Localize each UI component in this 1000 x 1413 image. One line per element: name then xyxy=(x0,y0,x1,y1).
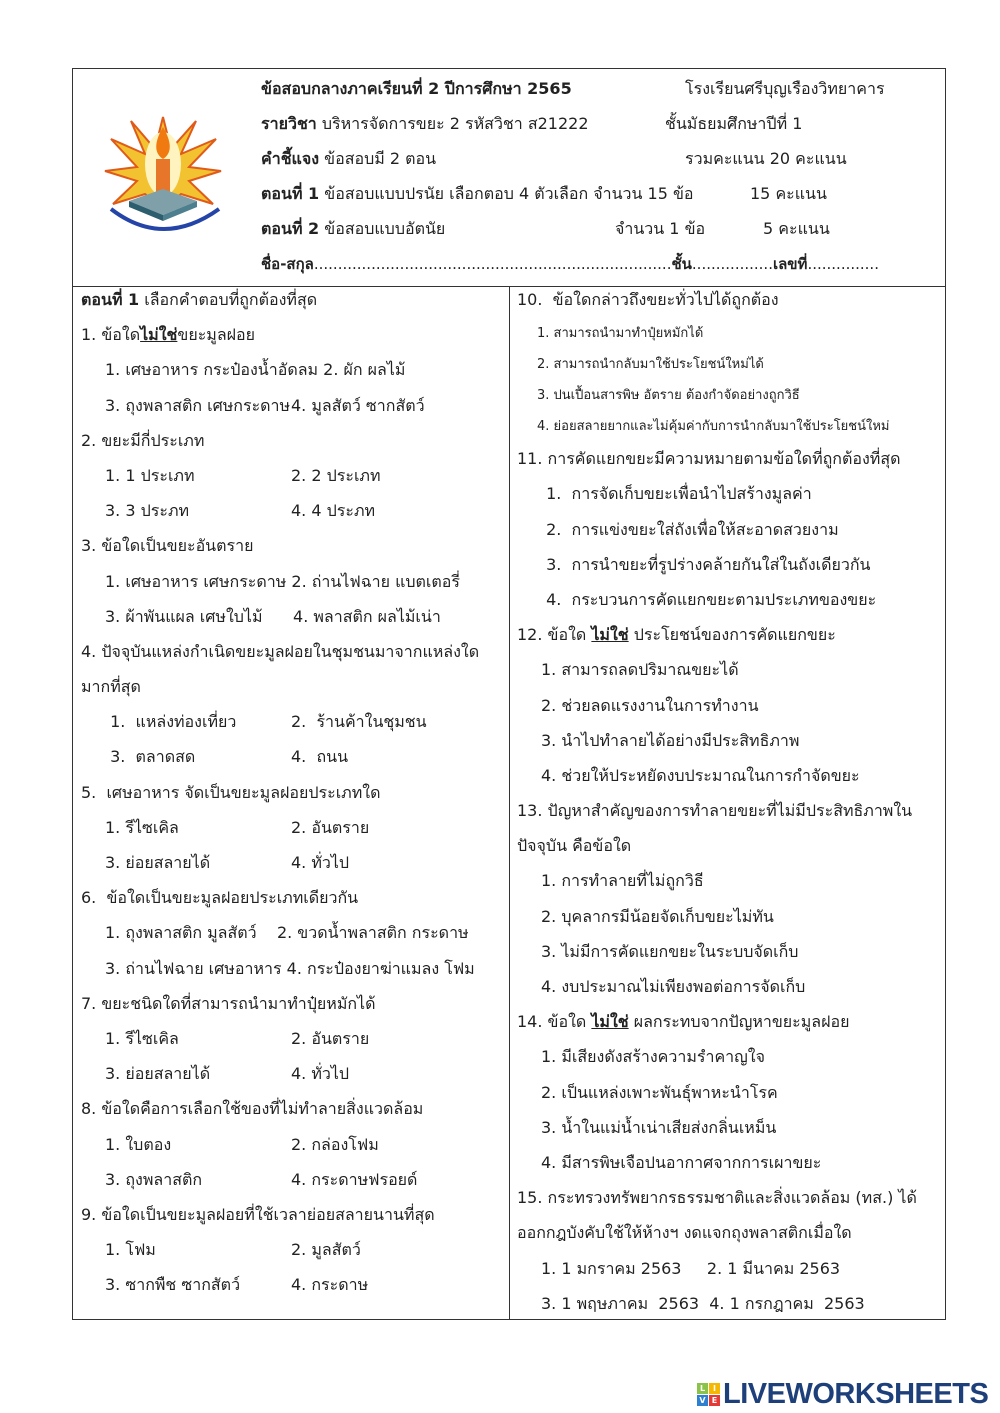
line-text: 14. ข้อใด xyxy=(517,1012,592,1032)
option-line[interactable] xyxy=(509,656,946,691)
option-line[interactable] xyxy=(509,903,946,938)
line-text: 3. 1 พฤษภาคม 2563 4. 1 กรกฎาคม 2563 xyxy=(541,1293,865,1313)
line-text: ออกกฎบังคับใช้ให้ห้างฯ งดแจกถุงพลาสติกเมื่อใด xyxy=(517,1223,852,1243)
line-text: 4. ปัจจุบันแหล่งกำเนิดขยะมูลฝอยในชุมชนมาจากแหล่งใด xyxy=(81,641,480,661)
option-line[interactable] xyxy=(509,727,946,762)
line-text: 1. 1 มกราคม 2563 2. 1 มีนาคม 2563 xyxy=(541,1258,841,1278)
line-text: 3. ย่อยสลายได้ xyxy=(105,853,211,872)
option-second: 2. ร้านค้าในชุมชน xyxy=(291,712,427,732)
option-line[interactable] xyxy=(73,568,509,603)
option-line[interactable] xyxy=(73,462,509,497)
school-logo xyxy=(101,109,226,239)
line-text: 3. ผ้าพันแผล เศษใบไม้ 4. พลาสติก ผลไม้เน่า xyxy=(105,606,441,626)
option-line[interactable] xyxy=(509,1043,946,1078)
part1-line: ตอนที่ 1 ข้อสอบแบบปรนัย เลือกตอบ 4 ตัวเลือก จำนวน 15 ข้อ xyxy=(261,184,694,203)
name-field[interactable]: ........................................................................... xyxy=(313,255,672,273)
line-text: 1. ข้อใด xyxy=(81,325,141,345)
liveworksheets-logo xyxy=(697,1378,988,1411)
right-column xyxy=(509,286,946,1319)
underlined-word: ไม่ใช่ xyxy=(591,625,629,645)
line-text: ปัจจุบัน คือข้อใด xyxy=(517,836,632,856)
question-line xyxy=(73,1095,509,1130)
part-label: ตอนที่ 1 xyxy=(81,290,140,309)
cube-letter: I xyxy=(709,1383,720,1394)
question-line xyxy=(73,638,509,673)
option-line[interactable] xyxy=(509,383,946,414)
cube-letter: L xyxy=(697,1383,708,1394)
part2-count: จำนวน 1 ข้อ xyxy=(615,219,706,238)
option-line[interactable] xyxy=(73,1060,509,1095)
option-second: 4. มูลสัตว์ ซากสัตว์ xyxy=(291,395,425,415)
line-text: 3. ถุงพลาสติก เศษกระดาษ xyxy=(105,395,291,415)
line-text: 11. การคัดแยกขยะมีความหมายตามข้อใดที่ถูกต้องที่สุด xyxy=(517,449,901,469)
line-text-continued: ประโยชน์ของการคัดแยกขยะ xyxy=(628,625,836,645)
question-line xyxy=(509,1184,946,1219)
line-text: 2. บุคลากรมีน้อยจัดเก็บขยะไม่ทัน xyxy=(541,906,774,926)
option-line[interactable] xyxy=(73,919,509,954)
line-text: 3. ข้อใดเป็นขยะอันตราย xyxy=(81,536,254,556)
line-text: 4. กระบวนการคัดแยกขยะตามประเภทของขยะ xyxy=(541,589,877,609)
question-line xyxy=(509,1219,946,1254)
line-text: 1. มีเสียงดังสร้างความรำคาญใจ xyxy=(541,1047,765,1067)
student-info-line: ชื่อ-สกุล...........................................................................ชั้น.................เลขที่............... xyxy=(261,255,879,273)
line-text: 4. มีสารพิษเจือปนอากาศจากการเผาขยะ xyxy=(541,1152,822,1172)
line-text: 4. ช่วยให้ประหยัดงบประมาณในการกำจัดขยะ xyxy=(541,765,860,785)
option-second: 2. อันตราย xyxy=(291,1028,370,1048)
line-text: 3. ย่อยสลายได้ xyxy=(105,1064,211,1084)
line-text: 5. เศษอาหาร จัดเป็นขยะมูลฝอยประเภทใด xyxy=(81,782,381,802)
underlined-word: ไม่ใช่ xyxy=(591,1012,629,1032)
option-line[interactable] xyxy=(73,1166,509,1201)
grade-level: ชั้นมัธยมศึกษาปีที่ 1 xyxy=(665,114,803,133)
option-line[interactable] xyxy=(73,603,509,638)
line-text: 1. สามารถนำมาทำปุ๋ยหมักได้ xyxy=(537,326,704,342)
line-text: 8. ข้อใดคือการเลือกใช้ของที่ไม่ทำลายสิ่งแวดล้อม xyxy=(81,1099,424,1119)
line-text: 7. ขยะชนิดใดที่สามารถนำมาทำปุ๋ยหมักได้ xyxy=(81,993,376,1013)
line-text: 2. เป็นแหล่งเพาะพันธุ์พาหะนำโรค xyxy=(541,1082,778,1102)
line-text: 9. ข้อใดเป็นขยะมูลฝอยที่ใช้เวลาย่อยสลายนานที่สุด xyxy=(81,1204,435,1224)
line-text: 1. โฟม xyxy=(105,1240,156,1260)
question-line xyxy=(73,286,509,321)
line-text: เลือกคำตอบที่ถูกต้องที่สุด xyxy=(139,290,318,309)
question-line xyxy=(509,621,946,656)
option-second: 2. อันตราย xyxy=(291,817,370,837)
question-line xyxy=(73,884,509,919)
line-text: 1. รีไซเคิล xyxy=(105,1028,179,1048)
question-line xyxy=(509,797,946,832)
option-line[interactable] xyxy=(509,516,946,551)
line-text-continued: ผลกระทบจากปัญหาขยะมูลฝอย xyxy=(628,1012,850,1032)
line-text: มากที่สุด xyxy=(81,677,141,697)
option-line[interactable] xyxy=(509,551,946,586)
question-line xyxy=(73,990,509,1025)
brand-name: LIVEWORKSHEETS xyxy=(723,1378,989,1410)
exam-header xyxy=(73,69,945,287)
option-line[interactable] xyxy=(509,1149,946,1184)
option-line[interactable] xyxy=(73,356,509,391)
line-text: 12. ข้อใด xyxy=(517,625,592,645)
option-line[interactable] xyxy=(509,586,946,621)
line-text: 2. การแข่งขยะใส่ถังเพื่อให้สะอาดสวยงาม xyxy=(541,519,839,539)
option-line[interactable] xyxy=(509,480,946,515)
left-column xyxy=(73,286,510,1319)
question-line xyxy=(509,832,946,867)
line-text: 1. 1 ประเภท xyxy=(105,465,195,485)
line-text: 3. ไม่มีการคัดแยกขยะในระบบจัดเก็บ xyxy=(541,941,799,961)
line-text: 3. นำไปทำลายได้อย่างมีประสิทธิภาพ xyxy=(541,730,800,750)
option-line[interactable] xyxy=(509,321,946,352)
line-text: 1. เศษอาหาร กระป๋องน้ำอัดลม 2. ผัก ผลไม้ xyxy=(105,360,406,380)
option-line[interactable] xyxy=(73,1131,509,1166)
question-line xyxy=(73,321,509,356)
option-second: 4. ถนน xyxy=(291,747,348,767)
option-line[interactable] xyxy=(509,1114,946,1149)
option-line[interactable] xyxy=(73,497,509,532)
option-line[interactable] xyxy=(509,1290,946,1325)
option-second: 2. กล่องโฟม xyxy=(291,1134,379,1154)
question-line xyxy=(509,1008,946,1043)
line-text: 1. สามารถลดปริมาณขยะได้ xyxy=(541,660,739,680)
option-second: 4. ทั่วไป xyxy=(291,853,350,872)
option-line[interactable] xyxy=(509,867,946,902)
line-text: 1. การจัดเก็บขยะเพื่อนำไปสร้างมูลค่า xyxy=(541,484,812,504)
option-line[interactable] xyxy=(509,692,946,727)
option-second: 4. ทั่วไป xyxy=(291,1064,350,1084)
line-text: 3. การนำขยะที่รูปร่างคล้ายกันใส่ในถังเดียวกัน xyxy=(541,554,871,574)
line-text: 3. น้ำในแม่น้ำเน่าเสียส่งกลิ่นเหม็น xyxy=(541,1117,777,1137)
line-text: 2. สามารถนำกลับมาใช้ประโยชน์ใหม่ได้ xyxy=(537,357,764,373)
underlined-word: ไม่ใช่ xyxy=(140,325,178,345)
line-text: 13. ปัญหาสำคัญของการทำลายขยะที่ไม่มีประสิทธิภาพใน xyxy=(517,801,913,821)
subject-line: รายวิชา บริหารจัดการขยะ 2 รหัสวิชา ส21222 xyxy=(261,114,589,133)
option-line[interactable] xyxy=(509,973,946,1008)
option-line[interactable] xyxy=(509,352,946,383)
question-line xyxy=(73,673,509,708)
exam-title: ข้อสอบกลางภาคเรียนที่ 2 ปีการศึกษา 2565 xyxy=(261,79,572,98)
line-text: 4. งบประมาณไม่เพียงพอต่อการจัดเก็บ xyxy=(541,977,806,996)
cube-letter: E xyxy=(709,1395,720,1406)
exam-sheet xyxy=(72,68,946,1320)
question-line xyxy=(509,445,946,480)
option-second: 2. 2 ประเภท xyxy=(291,465,381,485)
option-line[interactable] xyxy=(73,743,509,778)
option-line[interactable] xyxy=(73,814,509,849)
instruction-line: คำชี้แจง ข้อสอบมี 2 ตอน xyxy=(261,149,437,168)
line-text: 1. รีไซเคิล xyxy=(105,817,179,837)
option-line[interactable] xyxy=(73,1025,509,1060)
part2-line: ตอนที่ 2 ข้อสอบแบบอัตนัย xyxy=(261,219,446,238)
line-text-continued: ขยะมูลฝอย xyxy=(177,325,255,345)
line-text: 3. ปนเปื้อนสารพิษ อัตราย ต้องกำจัดอย่างถูกวิธี xyxy=(537,388,800,404)
line-text: 3. ซากพืช ซากสัตว์ xyxy=(105,1275,241,1295)
live-cube-icon xyxy=(697,1383,720,1406)
option-line[interactable] xyxy=(509,1255,946,1290)
option-second: 2. มูลสัตว์ xyxy=(291,1240,361,1260)
line-text: 1. ถุงพลาสติก มูลสัตว์ 2. ขวดน้ำพลาสติก กระดาษ xyxy=(105,923,469,943)
line-text: 4. ย่อยสลายยากและไม่คุ้มค่ากับการนำกลับมาใช้ประโยชน์ใหม่ xyxy=(537,419,890,435)
question-line xyxy=(73,1201,509,1236)
line-text: 1. ใบตอง xyxy=(105,1134,172,1154)
line-text: 15. กระทรวงทรัพยากรธรรมชาติและสิ่งแวดล้อม (ทส.) ได้ xyxy=(517,1188,917,1208)
question-line xyxy=(73,532,509,567)
line-text: 6. ข้อใดเป็นขยะมูลฝอยประเภทเดียวกัน xyxy=(81,888,359,908)
line-text: 3. ถ่านไฟฉาย เศษอาหาร 4. กระป๋องยาฆ่าแมลง โฟม xyxy=(105,958,475,978)
number-field[interactable]: ............... xyxy=(807,255,879,273)
option-line[interactable] xyxy=(73,1236,509,1271)
option-line[interactable] xyxy=(73,1271,509,1306)
line-text: 2. ช่วยลดแรงงานในการทำงาน xyxy=(541,695,759,715)
total-score: รวมคะแนน 20 คะแนน xyxy=(685,149,847,168)
line-text: 2. ขยะมีกี่ประเภท xyxy=(81,430,205,450)
question-line xyxy=(73,427,509,462)
cube-letter: V xyxy=(697,1395,708,1406)
school-name: โรงเรียนศรีบุญเรืองวิทยาคาร xyxy=(685,79,885,98)
class-field[interactable]: ................. xyxy=(691,255,773,273)
option-second: 4. กระดาษ xyxy=(291,1275,369,1295)
line-text: 3. 3 ประภท xyxy=(105,501,190,521)
line-text: 1. เศษอาหาร เศษกระดาษ 2. ถ่านไฟฉาย แบตเตอรี่ xyxy=(105,571,460,591)
option-line[interactable] xyxy=(509,414,946,445)
option-line[interactable] xyxy=(73,955,509,990)
option-line[interactable] xyxy=(509,938,946,973)
option-second: 4. กระดาษฟรอยด์ xyxy=(291,1169,418,1189)
line-text: 3. ถุงพลาสติก xyxy=(105,1169,203,1189)
line-text: 1. การทำลายที่ไม่ถูกวิธี xyxy=(541,871,704,891)
line-text: 3. ตลาดสด xyxy=(105,747,196,767)
option-line[interactable] xyxy=(509,1079,946,1114)
part2-score: 5 คะแนน xyxy=(763,219,830,238)
line-text: 10. ข้อใดกล่าวถึงขยะทั่วไปได้ถูกต้อง xyxy=(517,290,779,309)
part1-score: 15 คะแนน xyxy=(750,184,827,203)
question-line xyxy=(73,779,509,814)
option-line[interactable] xyxy=(73,849,509,884)
option-second: 4. 4 ประภท xyxy=(291,501,376,521)
option-line[interactable] xyxy=(509,762,946,797)
question-line xyxy=(509,286,946,321)
option-line[interactable] xyxy=(73,392,509,427)
line-text: 1. แหล่งท่องเที่ยว xyxy=(105,712,237,732)
option-line[interactable] xyxy=(73,708,509,743)
